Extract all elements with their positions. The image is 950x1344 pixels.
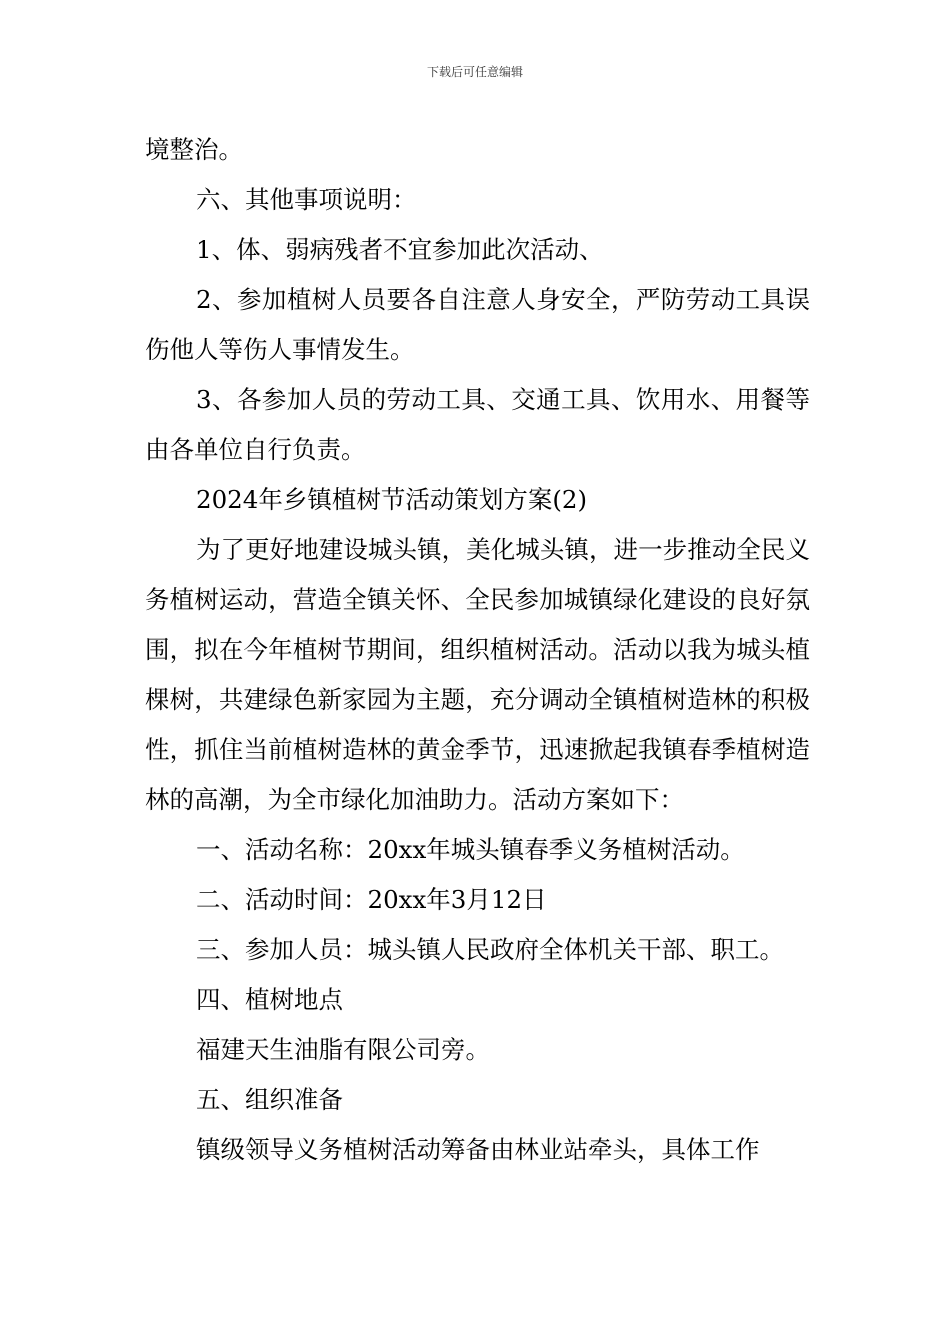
list-item-2: 2、参加植树人员要各自注意人身安全，严防劳动工具误伤他人等伤人事情发生。 [145, 285, 810, 364]
paragraph-continuation: 境整治。 [145, 135, 243, 164]
section-preparation-heading: 五、组织准备 [196, 1085, 343, 1114]
section-participants: 三、参加人员：城头镇人民政府全体机关干部、职工。 [196, 935, 784, 964]
list-item-1: 1、体、弱病残者不宜参加此次活动、 [196, 235, 604, 264]
list-item-3: 3、各参加人员的劳动工具、交通工具、饮用水、用餐等由各单位自行负责。 [145, 385, 810, 464]
section-location-heading: 四、植树地点 [196, 985, 343, 1014]
intro-paragraph: 为了更好地建设城头镇，美化城头镇，进一步推动全民义务植树运动，营造全镇关怀、全民参加城镇绿化建设的良好氛围，拟在今年植树节期间，组织植树活动。活动以我为城头植棵树，共建绿色新家园为主题，充分调动全镇植树造林的积极性，抓住当前植树造林的黄金季节，迅速掀起我镇春季植树造林的高潮，为全市绿化加油助力。活动方案如下： [145, 535, 810, 814]
section-activity-name: 一、活动名称：20xx年城头镇春季义务植树活动。 [196, 835, 745, 864]
section-heading-6: 六、其他事项说明： [196, 185, 417, 214]
document-body [145, 125, 810, 1175]
section-location: 福建天生油脂有限公司旁。 [196, 1035, 490, 1064]
page-header: 下载后可任意编辑 [426, 65, 523, 79]
section-activity-time: 二、活动时间：20xx年3月12日 [196, 885, 547, 914]
document-title: 2024年乡镇植树节活动策划方案(2) [196, 485, 588, 514]
section-preparation-text: 镇级领导义务植树活动筹备由林业站牵头，具体工作 [196, 1135, 760, 1164]
